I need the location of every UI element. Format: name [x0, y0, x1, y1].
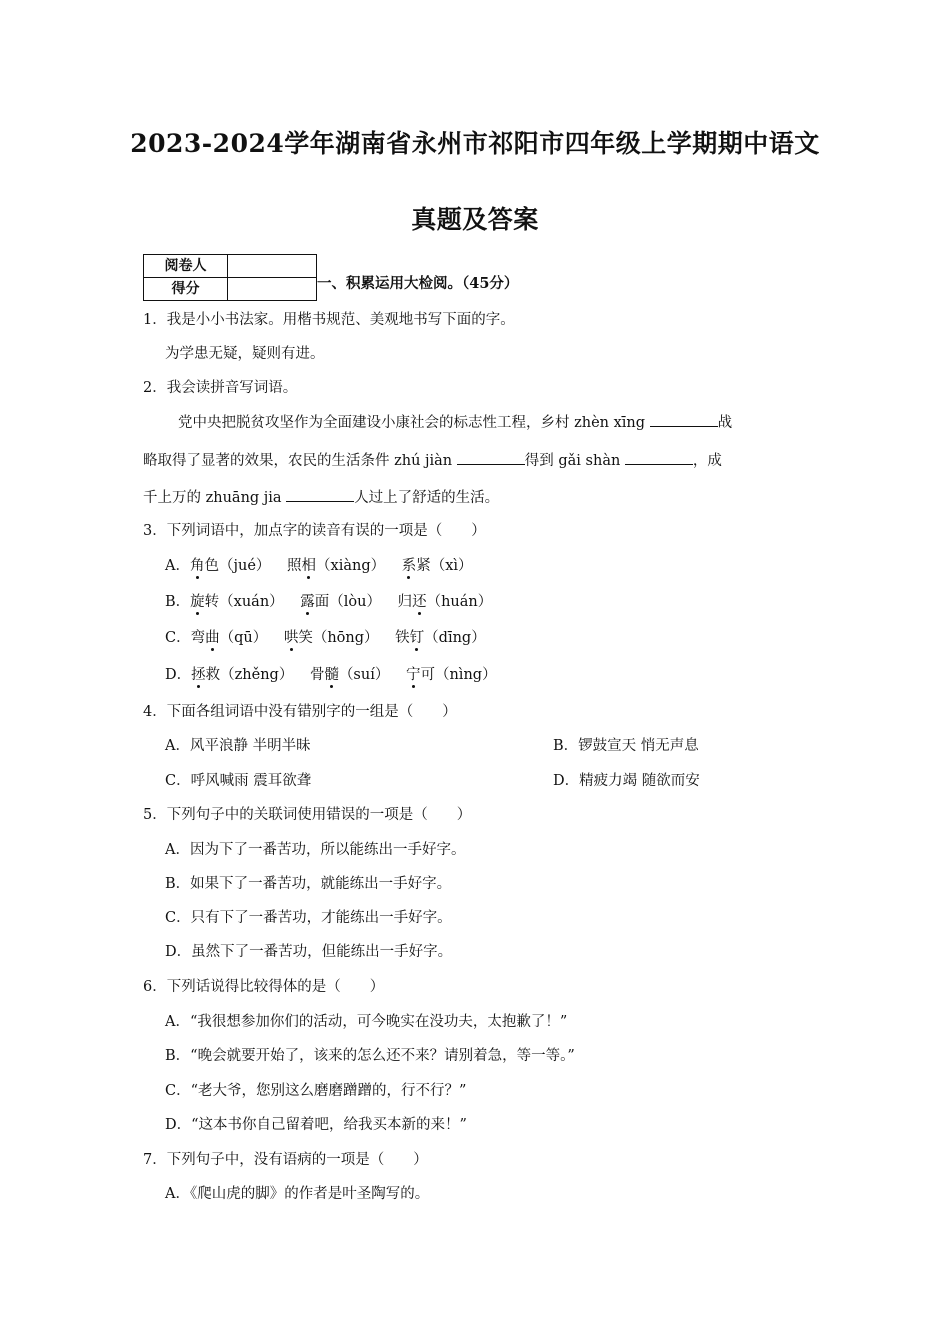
word-text: 转（xuán） [204, 594, 284, 610]
question-3-stem: 3．下列词语中，加点字的读音有误的一项是（ ） [143, 523, 486, 539]
word-text: 骨 [309, 667, 325, 683]
q7-option-a: A．《爬山虎的脚》的作者是叶圣陶写的。 [165, 1186, 430, 1202]
word-text: （suí） [338, 667, 390, 683]
dotted-char: 钉 [409, 630, 425, 646]
word-text: （xiàng） [316, 558, 386, 574]
question-6-stem: 6．下列话说得比较得体的是（ ） [143, 979, 385, 995]
q5-option-d: D．虽然下了一番苦功，但能练出一手好字。 [165, 944, 453, 960]
q2-text-2b: 得到 gǎi shàn [524, 453, 625, 469]
score-field [228, 278, 317, 301]
word-text: 照 [287, 558, 302, 574]
word-text: 面（lòu） [314, 594, 381, 610]
q3-option-b [165, 592, 492, 612]
question-1-stem: 1．我是小小书法家。用楷书规范、美观地书写下面的字。 [143, 312, 515, 328]
question-2-stem: 2．我会读拼音写词语。 [143, 380, 298, 396]
blank-zhenxing [650, 412, 718, 427]
dotted-char: 曲 [205, 630, 220, 646]
q6-option-b: B．“晚会就要开始了，该来的怎么还不来？请别着急，等一等。” [165, 1048, 575, 1064]
dotted-char: 拯 [191, 667, 206, 683]
q4-option-d: D．精疲力竭 随欲而安 [553, 773, 700, 789]
dotted-char: 系 [401, 558, 417, 574]
word-text: 救（zhěng） [205, 667, 294, 683]
question-2-line3 [143, 487, 499, 508]
option-label: C． [165, 630, 191, 646]
q5-option-a: A．因为下了一番苦功，所以能练出一手好字。 [165, 842, 466, 858]
dotted-char: 宁 [405, 667, 421, 683]
dotted-char: 还 [412, 594, 427, 610]
q2-text-3a: 千上万的 zhuāng jia [143, 490, 287, 506]
q6-option-d: D．“这本书你自己留着吧，给我买本新的来！” [165, 1117, 467, 1133]
dotted-char: 相 [301, 558, 317, 574]
section-heading: 一、积累运用大检阅。（45分） [317, 275, 519, 292]
word-text: （dīng） [424, 630, 486, 646]
q2-text-1b: 战 [717, 415, 733, 431]
grader-table [143, 254, 317, 301]
q3-option-c [165, 628, 486, 648]
option-label: D． [165, 667, 192, 683]
q2-text-2a: 略取得了显著的效果，农民的生活条件 zhú jiàn [143, 453, 457, 469]
page-title-line2: 真题及答案 [411, 205, 539, 234]
word-text: 铁 [395, 630, 410, 646]
dotted-char: 角 [189, 558, 205, 574]
page-title-line1: 2023-2024学年湖南省永州市祁阳市四年级上学期期中语文 [130, 129, 820, 158]
question-4-stem: 4．下面各组词语中没有错别字的一组是（ ） [143, 704, 457, 720]
score-label: 得分 [144, 278, 228, 301]
question-2-line2 [143, 450, 722, 471]
dotted-char: 哄 [283, 630, 299, 646]
blank-gaishan [625, 450, 693, 465]
word-text: 归 [397, 594, 413, 610]
q2-text-1a: 党中央把脱贫攻坚作为全面建设小康社会的标志性工程，乡村 zhèn xīng [178, 415, 650, 431]
q6-option-a: A．“我很想参加你们的活动，可今晚实在没功夫，太抱歉了！” [165, 1014, 568, 1030]
word-text: （qū） [219, 630, 268, 646]
dotted-char: 髓 [324, 667, 339, 683]
dotted-char: 露 [300, 594, 315, 610]
blank-zhuangjia [286, 487, 354, 502]
q5-option-c: C．只有下了一番苦功，才能练出一手好字。 [165, 910, 452, 926]
q6-option-c: C．“老大爷，您别这么磨磨蹭蹭的，行不行？” [165, 1083, 467, 1099]
word-text: 弯 [190, 630, 206, 646]
q2-text-2c: ，成 [692, 453, 722, 469]
q3-option-a [165, 556, 473, 576]
reviewer-label: 阅卷人 [144, 255, 228, 278]
q2-text-3b: 人过上了舒适的生活。 [354, 490, 500, 506]
word-text: 紧（xì） [416, 558, 473, 574]
option-label: B． [165, 594, 191, 610]
q4-option-b: B．锣鼓宣天 悄无声息 [553, 738, 699, 754]
option-label: A． [165, 558, 190, 574]
question-7-stem: 7．下列句子中，没有语病的一项是（ ） [143, 1152, 428, 1168]
question-5-stem: 5．下列句子中的关联词使用错误的一项是（ ） [143, 807, 472, 823]
question-1-text: 为学患无疑，疑则有进。 [165, 346, 325, 362]
blank-zhujian [457, 450, 525, 465]
q3-option-d [165, 665, 497, 685]
word-text: （huán） [426, 594, 493, 610]
q4-option-c: C．呼风喊雨 震耳欲聋 [165, 773, 312, 789]
dotted-char: 旋 [190, 594, 205, 610]
q4-option-a: A．风平浪静 半明半昧 [165, 738, 311, 754]
question-2-line1 [178, 412, 732, 433]
word-text: 笑（hōng） [298, 630, 379, 646]
q5-option-b: B．如果下了一番苦功，就能练出一手好字。 [165, 876, 452, 892]
word-text: 可（nìng） [420, 667, 497, 683]
reviewer-field [228, 255, 317, 278]
word-text: 色（jué） [204, 558, 271, 574]
